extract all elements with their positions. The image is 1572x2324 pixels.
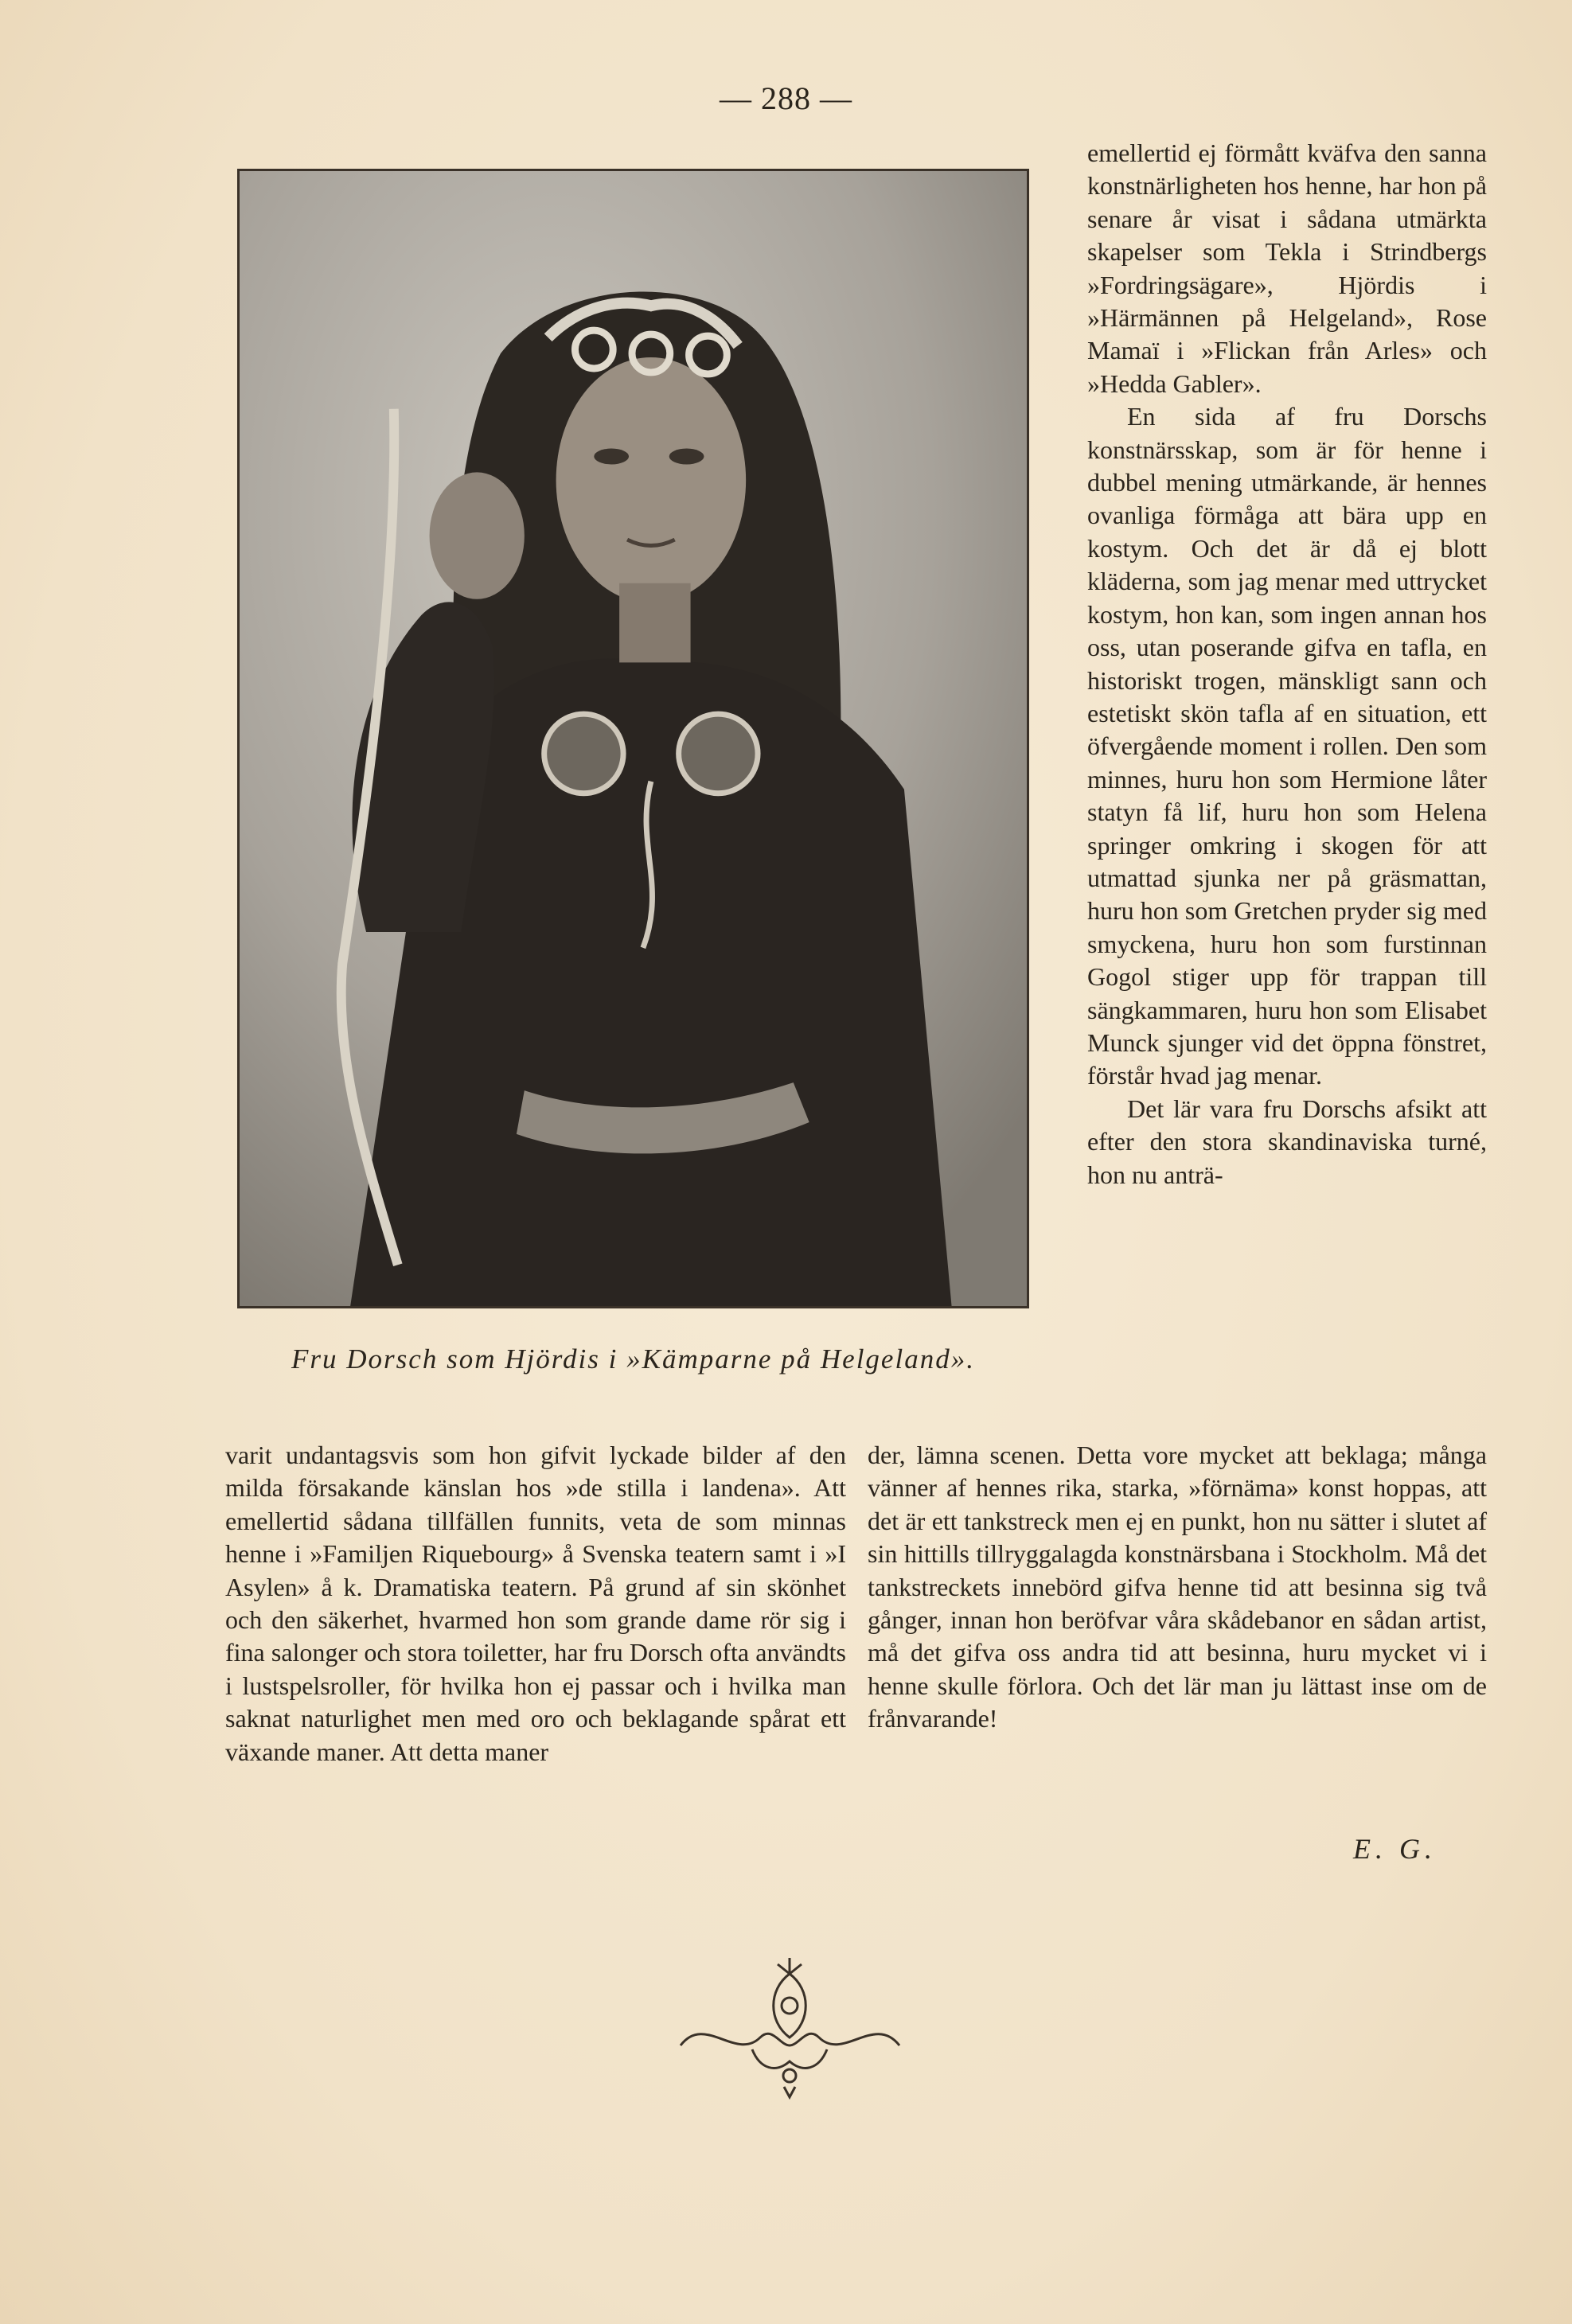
decorative-ornament-icon [673, 1950, 907, 2101]
page-number: — 288 — [720, 80, 852, 116]
paragraph: varit undantagsvis som hon gifvit lyckade bilder af den milda försakande känslan hos »de stilla i landena». Att emellertid sådana tillfällen funnits, veta de som minnas henne i »Familjen Riquebourg» å Svenska teatern samt i »I Asylen» å k. Dramatiska teatern. På grund af sin skönhet och den säkerhet, hvarmed hon som grande dame rör sig i fina salonger och stora toiletter, har fru Dorsch ofta användts i lustspelsroller, för hvilka hon ej passar och i hvilka man saknat naturlighet men med oro och beklagande spårat ett växande maner. Att detta maner [225, 1441, 846, 1766]
figure-caption: Fru Dorsch som Hjördis i »Kämparne på Helgeland». [291, 1343, 975, 1375]
article-column-right-bottom [868, 1439, 1487, 1736]
article-column-right-top [1087, 137, 1487, 1191]
paragraph: der, lämna scenen. Detta vore mycket att beklaga; många vänner af hennes rika, starka, »förnäma» konst hoppas, att det är ett tankstreck men ej en punkt, hon nu sätter i slutet af sin hittills tillryggalagda konstnärsbana i Stockholm. Må det tankstreckets innebörd gifva henne tid att besinna sig två gånger, innan hon beröfvar våra skådebanor en sådan artist, må det gifva oss andra tid att besinna, huru mycket vi i henne skulle förlora. Och det lär man ju lättast inse om de frånvarande! [868, 1441, 1487, 1733]
paragraph: emellertid ej förmått kväfva den sanna konstnärligheten hos henne, har hon på senare år visat i sådana utmärkta skapelser som Tekla i Strindbergs »Fordringsägare», Hjördis i »Härmännen på Helgeland», Rose Mamaï i »Flickan från Arles» och »Hedda Gabler». [1087, 138, 1487, 398]
author-signature: E. G. [1353, 1833, 1437, 1865]
paragraph: En sida af fru Dorschs konstnärsskap, som är för henne i dubbel mening utmärkande, är hennes ovanliga förmåga att bära upp en kostym. Och det är då ej blott kläderna, som jag menar med uttrycket kostym, hon kan, som ingen annan hos oss, utan poserande gifva en tafla, en historiskt trogen, mänskligt sann och estetiskt skön tafla af en situation, ett öfvergående moment i rollen. Den som minnes, huru hon som Hermione låter statyn få lif, huru hon som Helena springer omkring i skogen för att utmattad sjunka ner på gräsmattan, huru hon som Gretchen pryder sig med smyckena, huru hon som furstinnan Gogol stiger upp för trappan till sängkammaren, huru hon som Elisabet Munck sjunger vid det öppna fönstret, förstår hvad jag menar. [1087, 402, 1487, 1090]
article-column-left-bottom [225, 1439, 846, 1768]
paragraph: Det lär vara fru Dorschs afsikt att efter den stora skandinaviska turné, hon nu anträ- [1087, 1094, 1487, 1189]
portrait-photograph [237, 169, 1029, 1308]
